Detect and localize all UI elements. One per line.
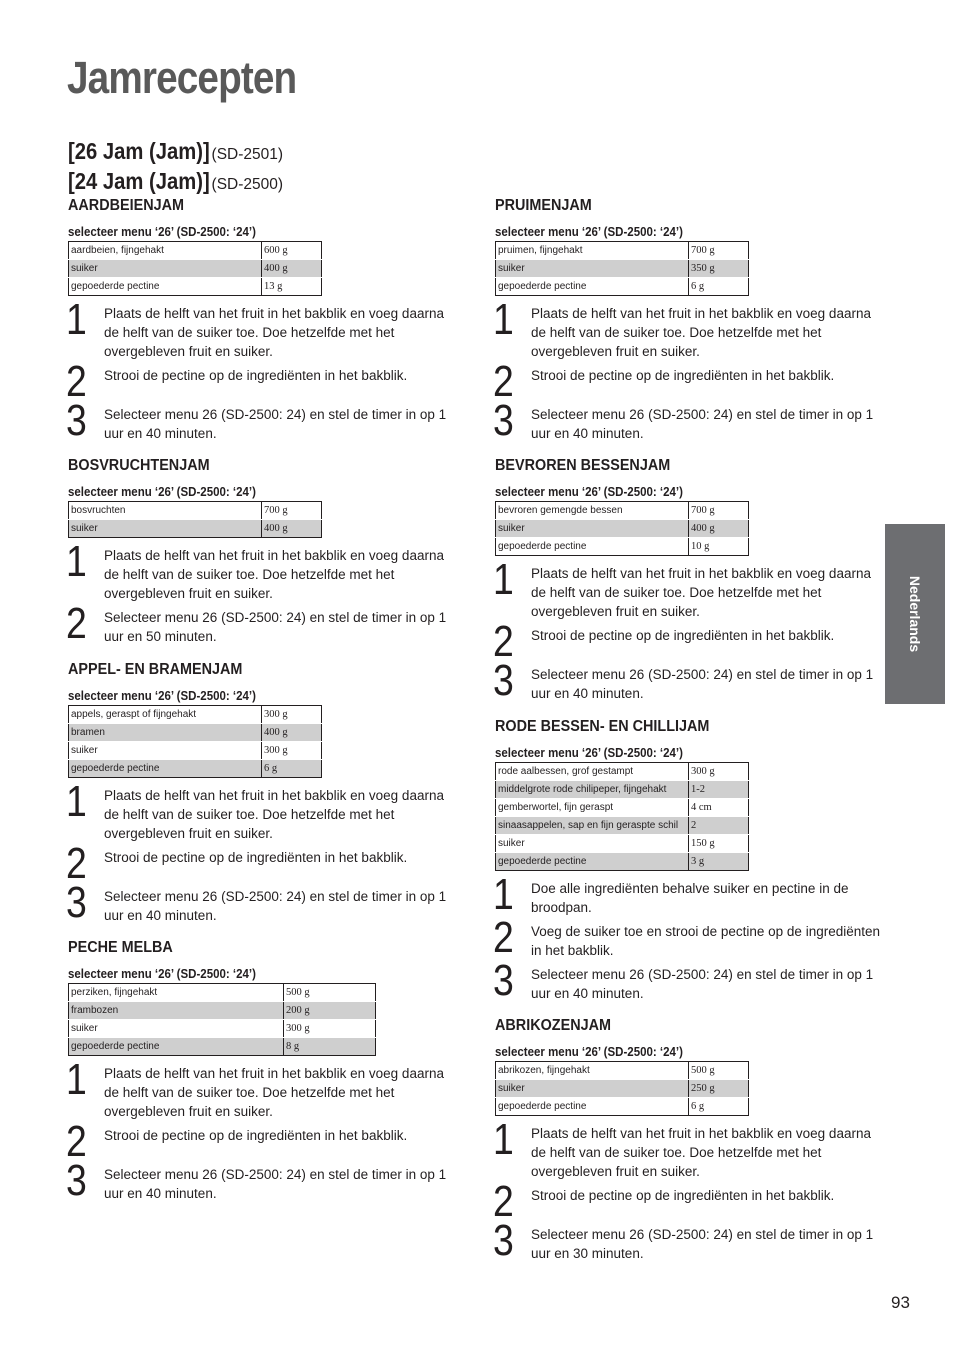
ingredients-table xyxy=(495,762,749,871)
step-number: 3 xyxy=(66,878,87,927)
step-number: 2 xyxy=(66,1117,87,1166)
step xyxy=(66,839,453,888)
menu-selection: selecteer menu ‘26’ (SD-2500: ‘24’) xyxy=(495,1045,683,1059)
steps-list xyxy=(493,1115,880,1265)
step-text: Strooi de pectine op de ingrediënten in het bakblik. xyxy=(531,628,835,643)
table-row xyxy=(69,1038,376,1056)
ingredient-name: bevroren gemengde bessen xyxy=(496,502,689,520)
ingredient-name: suiker xyxy=(69,742,262,760)
step-number: 2 xyxy=(493,617,514,666)
step xyxy=(493,656,880,705)
step-text: Plaats de helft van het fruit in het bakblik en voeg daarna de helft van de suiker toe. Doe hetzelfde met het overgebleven fruit en suiker. xyxy=(104,548,444,601)
ingredient-amount: 150 g xyxy=(689,835,749,853)
table-row xyxy=(496,1098,749,1116)
page-title: Jamrecepten xyxy=(67,52,297,103)
step xyxy=(493,295,880,361)
table-row xyxy=(496,278,749,296)
ingredient-name: bosvruchten xyxy=(69,502,262,520)
step xyxy=(66,1117,453,1166)
step xyxy=(493,396,880,445)
step-text: Doe alle ingrediënten behalve suiker en pectine in de broodpan. xyxy=(531,881,849,915)
step-text: Selecteer menu 26 (SD-2500: 24) en stel de timer in op 1 uur en 30 minuten. xyxy=(531,1227,874,1261)
ingredient-amount: 500 g xyxy=(689,1062,749,1080)
ingredient-name: suiker xyxy=(69,1020,284,1038)
step xyxy=(493,555,880,621)
table-row xyxy=(69,742,322,760)
recipe xyxy=(495,196,880,443)
ingredient-amount: 500 g xyxy=(284,984,376,1002)
ingredient-name: bramen xyxy=(69,724,262,742)
step-number: 1 xyxy=(493,870,514,919)
step-number: 2 xyxy=(493,357,514,406)
table-row xyxy=(496,1062,749,1080)
ingredient-amount: 300 g xyxy=(262,706,322,724)
table-row xyxy=(496,817,749,835)
table-row xyxy=(69,278,322,296)
program-heading-model: (SD-2501) xyxy=(211,146,284,163)
ingredient-name: middelgrote rode chilipeper, fijngehakt xyxy=(496,781,689,799)
ingredients-table xyxy=(68,241,322,296)
ingredient-amount: 700 g xyxy=(689,502,749,520)
recipe xyxy=(68,938,453,1203)
step-number: 3 xyxy=(493,956,514,1005)
table-row xyxy=(69,502,322,520)
step xyxy=(66,537,453,603)
ingredient-name: suiker xyxy=(69,260,262,278)
ingredient-amount: 400 g xyxy=(689,520,749,538)
steps-list xyxy=(493,555,880,705)
ingredient-amount: 600 g xyxy=(262,242,322,260)
ingredient-name: gepoederde pectine xyxy=(498,541,587,552)
step-number: 2 xyxy=(66,357,87,406)
table-row xyxy=(69,242,322,260)
table-row xyxy=(69,1002,376,1020)
table-row xyxy=(69,760,322,778)
step-number: 3 xyxy=(66,1156,87,1205)
ingredient-amount: 6 g xyxy=(689,1098,749,1116)
ingredient-amount: 8 g xyxy=(284,1038,376,1056)
table-row xyxy=(69,984,376,1002)
page-number: 93 xyxy=(891,1293,910,1312)
table-row xyxy=(496,853,749,871)
program-heading-model: (SD-2500) xyxy=(211,176,284,193)
table-row xyxy=(69,260,322,278)
step xyxy=(66,396,453,445)
ingredient-name: gepoederde pectine xyxy=(69,1038,284,1056)
ingredient-amount: 250 g xyxy=(689,1080,749,1098)
step-text: Selecteer menu 26 (SD-2500: 24) en stel de timer in op 1 uur en 50 minuten. xyxy=(104,610,447,644)
step-text: Plaats de helft van het fruit in het bakblik en voeg daarna de helft van de suiker toe. Doe hetzelfde met het overgebleven fruit en suiker. xyxy=(531,1126,871,1179)
step-number: 3 xyxy=(493,1216,514,1265)
steps-list xyxy=(66,777,453,927)
program-heading-main: [26 Jam (Jam)] xyxy=(68,138,210,164)
table-row xyxy=(69,706,322,724)
step-number: 3 xyxy=(493,656,514,705)
ingredient-amount: 300 g xyxy=(689,763,749,781)
step xyxy=(493,956,880,1005)
step xyxy=(493,617,880,666)
ingredient-amount: 350 g xyxy=(689,260,749,278)
step-number: 1 xyxy=(66,537,87,586)
steps-list xyxy=(66,1055,453,1205)
table-row xyxy=(496,260,749,278)
recipe xyxy=(68,456,453,646)
ingredient-amount: 6 g xyxy=(262,760,322,778)
step-text: Plaats de helft van het fruit in het bakblik en voeg daarna de helft van de suiker toe. Doe hetzelfde met het overgebleven fruit en suiker. xyxy=(531,566,871,619)
ingredient-name: appels, geraspt of fijngehakt xyxy=(69,706,262,724)
language-tab-label: Nederlands xyxy=(907,575,923,653)
ingredient-name: rode aalbessen, grof gestampt xyxy=(496,763,689,781)
table-row xyxy=(496,763,749,781)
ingredient-amount: 300 g xyxy=(262,742,322,760)
step-text: Strooi de pectine op de ingrediënten in het bakblik. xyxy=(104,1128,408,1143)
step-text: Selecteer menu 26 (SD-2500: 24) en stel de timer in op 1 uur en 40 minuten. xyxy=(104,1167,447,1201)
recipe xyxy=(68,196,453,443)
recipe xyxy=(495,717,880,1003)
step xyxy=(493,1216,880,1265)
step-text: Plaats de helft van het fruit in het bakblik en voeg daarna de helft van de suiker toe. Doe hetzelfde met het overgebleven fruit en suiker. xyxy=(104,788,444,841)
table-row xyxy=(496,242,749,260)
table-row xyxy=(496,835,749,853)
recipe-title: BEVROREN BESSENJAM xyxy=(495,457,671,474)
step-text: Voeg de suiker toe en strooi de pectine op de ingrediënten in het bakblik. xyxy=(531,924,881,958)
steps-list xyxy=(493,295,880,445)
table-row xyxy=(496,520,749,538)
menu-selection: selecteer menu ‘26’ (SD-2500: ‘24’) xyxy=(68,967,256,981)
ingredients-table xyxy=(68,501,322,538)
ingredients-table xyxy=(495,241,749,296)
menu-selection: selecteer menu ‘26’ (SD-2500: ‘24’) xyxy=(68,485,256,499)
step-number: 3 xyxy=(493,396,514,445)
step-text: Selecteer menu 26 (SD-2500: 24) en stel de timer in op 1 uur en 40 minuten. xyxy=(104,889,447,923)
recipe-title: ABRIKOZENJAM xyxy=(495,1017,612,1034)
step xyxy=(66,878,453,927)
ingredient-name: abrikozen, fijngehakt xyxy=(496,1062,689,1080)
step xyxy=(66,599,453,648)
step xyxy=(66,295,453,361)
step-text: Selecteer menu 26 (SD-2500: 24) en stel de timer in op 1 uur en 40 minuten. xyxy=(531,667,874,701)
ingredient-name: gepoederde pectine xyxy=(71,281,160,292)
step-text: Strooi de pectine op de ingrediënten in het bakblik. xyxy=(104,850,408,865)
ingredient-name: suiker xyxy=(496,1080,689,1098)
step-text: Strooi de pectine op de ingrediënten in het bakblik. xyxy=(104,368,408,383)
step-text: Plaats de helft van het fruit in het bakblik en voeg daarna de helft van de suiker toe. Doe hetzelfde met het overgebleven fruit en suiker. xyxy=(531,306,871,359)
ingredient-name: suiker xyxy=(496,260,689,278)
ingredients-table xyxy=(68,983,376,1056)
recipe xyxy=(495,456,880,703)
table-row xyxy=(69,724,322,742)
program-heading-2501 xyxy=(68,138,283,168)
table-row xyxy=(496,781,749,799)
program-headings xyxy=(68,138,283,198)
ingredient-amount: 400 g xyxy=(262,724,322,742)
recipe-title: AARDBEIENJAM xyxy=(68,197,185,214)
ingredient-amount: 700 g xyxy=(262,502,322,520)
ingredient-name: gepoederde pectine xyxy=(498,1101,587,1112)
recipe-title: PECHE MELBA xyxy=(68,939,173,956)
ingredient-name: gepoederde pectine xyxy=(496,853,689,871)
step-number: 3 xyxy=(66,396,87,445)
recipe-title: APPEL- EN BRAMENJAM xyxy=(68,661,243,678)
step-number: 1 xyxy=(66,295,87,344)
ingredient-amount: 13 g xyxy=(262,278,322,296)
recipe-title: PRUIMENJAM xyxy=(495,197,592,214)
ingredient-amount: 4 cm xyxy=(689,799,749,817)
ingredients-table xyxy=(68,705,322,778)
step xyxy=(493,870,880,919)
table-row xyxy=(69,1020,376,1038)
ingredient-amount: 400 g xyxy=(262,260,322,278)
table-row xyxy=(496,538,749,556)
step-number: 1 xyxy=(493,1115,514,1164)
ingredient-amount: 3 g xyxy=(689,853,749,871)
ingredient-name: pruimen, fijngehakt xyxy=(496,242,689,260)
step xyxy=(66,357,453,406)
step-number: 1 xyxy=(66,1055,87,1104)
language-tab xyxy=(885,524,945,704)
right-column xyxy=(495,196,880,1263)
ingredient-name: suiker xyxy=(69,520,262,538)
ingredient-name: gemberwortel, fijn geraspt xyxy=(496,799,689,817)
recipe xyxy=(495,1016,880,1263)
ingredient-name: gepoederde pectine xyxy=(69,760,262,778)
step-number: 2 xyxy=(66,599,87,648)
ingredient-name: suiker xyxy=(496,835,689,853)
step-text: Strooi de pectine op de ingrediënten in het bakblik. xyxy=(531,368,835,383)
ingredient-amount: 200 g xyxy=(284,1002,376,1020)
step-number: 2 xyxy=(493,1177,514,1226)
step xyxy=(493,1115,880,1181)
step xyxy=(66,1055,453,1121)
ingredients-table xyxy=(495,1061,749,1116)
table-row xyxy=(496,799,749,817)
steps-list xyxy=(66,537,453,648)
step-text: Selecteer menu 26 (SD-2500: 24) en stel de timer in op 1 uur en 40 minuten. xyxy=(531,407,874,441)
step-text: Selecteer menu 26 (SD-2500: 24) en stel de timer in op 1 uur en 40 minuten. xyxy=(104,407,447,441)
recipe xyxy=(68,660,453,925)
step-text: Strooi de pectine op de ingrediënten in het bakblik. xyxy=(531,1188,835,1203)
step-text: Plaats de helft van het fruit in het bakblik en voeg daarna de helft van de suiker toe. Doe hetzelfde met het overgebleven fruit en suiker. xyxy=(104,306,444,359)
ingredient-amount: 700 g xyxy=(689,242,749,260)
steps-list xyxy=(493,870,881,1005)
menu-selection: selecteer menu ‘26’ (SD-2500: ‘24’) xyxy=(68,689,256,703)
step xyxy=(493,913,881,962)
ingredients-table xyxy=(495,501,749,556)
ingredient-name: aardbeien, fijngehakt xyxy=(69,242,262,260)
menu-selection: selecteer menu ‘26’ (SD-2500: ‘24’) xyxy=(495,485,683,499)
steps-list xyxy=(66,295,453,445)
ingredient-name: perziken, fijngehakt xyxy=(69,984,284,1002)
ingredient-name: sinaasappelen, sap en fijn geraspte schil xyxy=(496,817,689,835)
step-number: 1 xyxy=(66,777,87,826)
menu-selection: selecteer menu ‘26’ (SD-2500: ‘24’) xyxy=(495,225,683,239)
step xyxy=(66,1156,453,1205)
program-heading-main: [24 Jam (Jam)] xyxy=(68,168,210,194)
recipe-title: BOSVRUCHTENJAM xyxy=(68,457,210,474)
program-heading-2500 xyxy=(68,168,283,198)
ingredient-name: gepoederde pectine xyxy=(498,281,587,292)
recipe-title: RODE BESSEN- EN CHILLIJAM xyxy=(495,718,710,735)
menu-selection: selecteer menu ‘26’ (SD-2500: ‘24’) xyxy=(495,746,683,760)
step-number: 1 xyxy=(493,295,514,344)
ingredient-name: suiker xyxy=(496,520,689,538)
step xyxy=(493,1177,880,1226)
ingredient-amount: 2 xyxy=(689,817,749,835)
ingredient-amount: 300 g xyxy=(284,1020,376,1038)
ingredient-name: frambozen xyxy=(69,1002,284,1020)
step-text: Plaats de helft van het fruit in het bakblik en voeg daarna de helft van de suiker toe. Doe hetzelfde met het overgebleven fruit en suiker. xyxy=(104,1066,444,1119)
table-row xyxy=(69,520,322,538)
menu-selection: selecteer menu ‘26’ (SD-2500: ‘24’) xyxy=(68,225,256,239)
step-number: 2 xyxy=(493,913,514,962)
ingredient-amount: 1-2 xyxy=(689,781,749,799)
step-number: 2 xyxy=(66,839,87,888)
step xyxy=(66,777,453,843)
table-row xyxy=(496,502,749,520)
step-number: 1 xyxy=(493,555,514,604)
ingredient-amount: 10 g xyxy=(689,538,749,556)
ingredient-amount: 6 g xyxy=(689,278,749,296)
left-column xyxy=(68,196,453,1203)
ingredient-amount: 400 g xyxy=(262,520,322,538)
table-row xyxy=(496,1080,749,1098)
step-text: Selecteer menu 26 (SD-2500: 24) en stel de timer in op 1 uur en 40 minuten. xyxy=(531,967,874,1001)
step xyxy=(493,357,880,406)
